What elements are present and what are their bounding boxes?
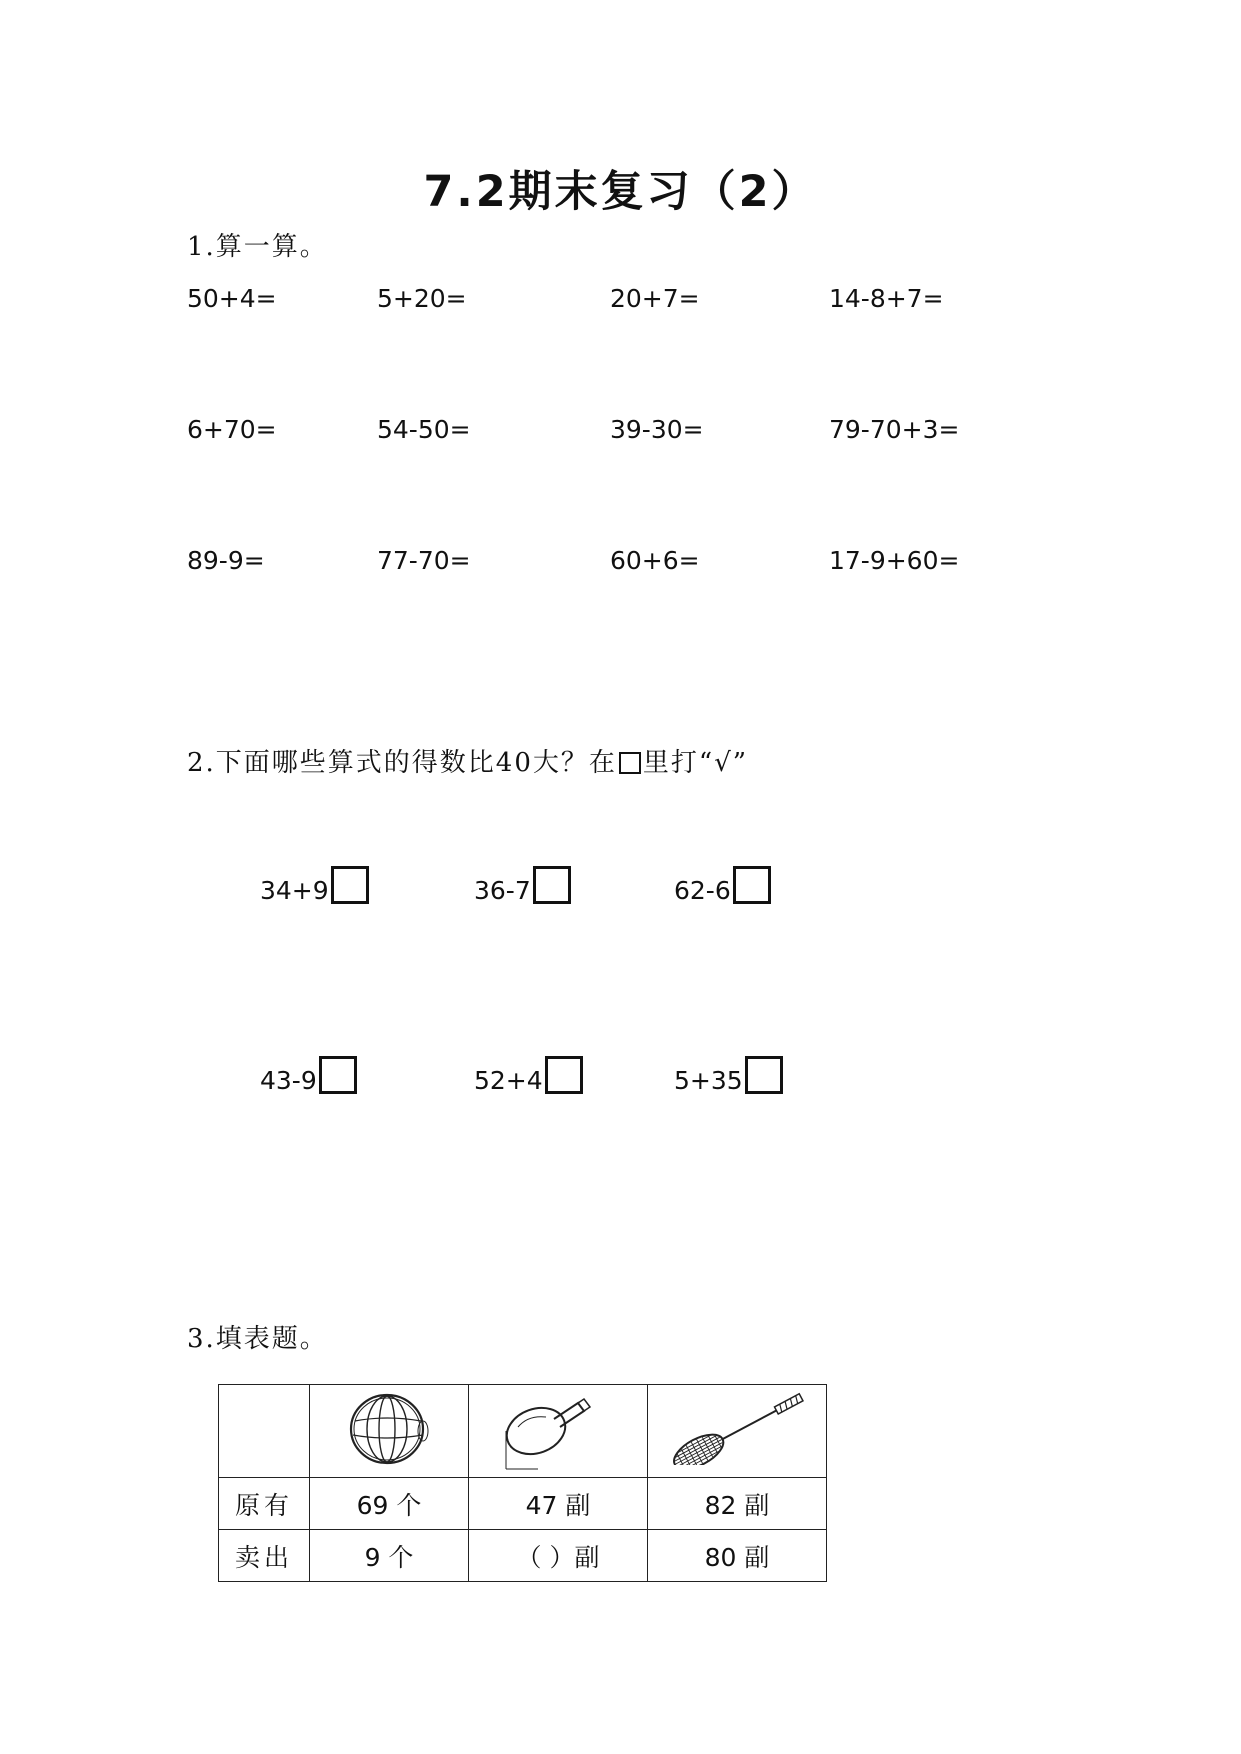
q2-item	[260, 1056, 357, 1096]
question-2-heading	[187, 742, 748, 779]
q2-expression: 52+4	[474, 1066, 543, 1095]
q2-item	[260, 866, 369, 906]
q1-expression: 77-70=	[377, 546, 471, 575]
answer-checkbox[interactable]	[331, 866, 369, 904]
q1-expression: 6+70=	[187, 415, 277, 444]
table-cell: 80 副	[648, 1530, 827, 1582]
q2-item	[474, 866, 571, 906]
q1-expression: 20+7=	[610, 284, 700, 313]
q1-expression: 60+6=	[610, 546, 700, 575]
question-1-heading: 1.算一算。	[187, 232, 328, 262]
table-row	[219, 1530, 827, 1582]
question-3-heading: 3.填表题。	[187, 1324, 328, 1354]
answer-checkbox[interactable]	[319, 1056, 357, 1094]
question-2-heading-suffix: 里打“√”	[642, 748, 749, 778]
ping-pong-paddle-icon	[498, 1385, 618, 1471]
q2-item	[674, 1056, 783, 1096]
ball-icon	[347, 1391, 431, 1465]
row-label-cell: 原有	[219, 1478, 310, 1530]
answer-checkbox[interactable]	[733, 866, 771, 904]
q2-item	[474, 1056, 583, 1096]
table-header-cell	[469, 1385, 648, 1478]
empty-box-icon	[619, 752, 641, 774]
table-cell: 9 个	[310, 1530, 469, 1582]
q1-expression: 39-30=	[610, 415, 704, 444]
q1-expression: 5+20=	[377, 284, 467, 313]
row-label-cell: 卖出	[219, 1530, 310, 1582]
q1-expression: 14-8+7=	[829, 284, 944, 313]
q1-expression: 54-50=	[377, 415, 471, 444]
table-header-row	[219, 1385, 827, 1478]
table-row	[219, 1478, 827, 1530]
q2-expression: 43-9	[260, 1066, 317, 1095]
q2-item	[674, 866, 771, 906]
table-cell: 82 副	[648, 1478, 827, 1530]
q2-expression: 34+9	[260, 876, 329, 905]
table-header-cell	[648, 1385, 827, 1478]
q2-expression: 5+35	[674, 1066, 743, 1095]
answer-checkbox[interactable]	[545, 1056, 583, 1094]
table-cell: 47 副	[469, 1478, 648, 1530]
answer-checkbox[interactable]	[533, 866, 571, 904]
sales-table	[218, 1384, 827, 1582]
question-2-heading-text: 2.下面哪些算式的得数比40大？在	[187, 748, 617, 778]
table-cell: 69 个	[310, 1478, 469, 1530]
answer-blank-cell[interactable]: （ ）副	[469, 1530, 648, 1582]
answer-checkbox[interactable]	[745, 1056, 783, 1094]
q2-expression: 62-6	[674, 876, 731, 905]
table-header-cell	[310, 1385, 469, 1478]
q1-expression: 50+4=	[187, 284, 277, 313]
q1-expression: 89-9=	[187, 546, 265, 575]
table-corner-cell	[219, 1385, 310, 1478]
q1-expression: 79-70+3=	[829, 415, 960, 444]
badminton-racket-icon	[662, 1391, 812, 1465]
q1-expression: 17-9+60=	[829, 546, 960, 575]
page-title: 7.2期末复习（2）	[423, 167, 818, 217]
q2-expression: 36-7	[474, 876, 531, 905]
